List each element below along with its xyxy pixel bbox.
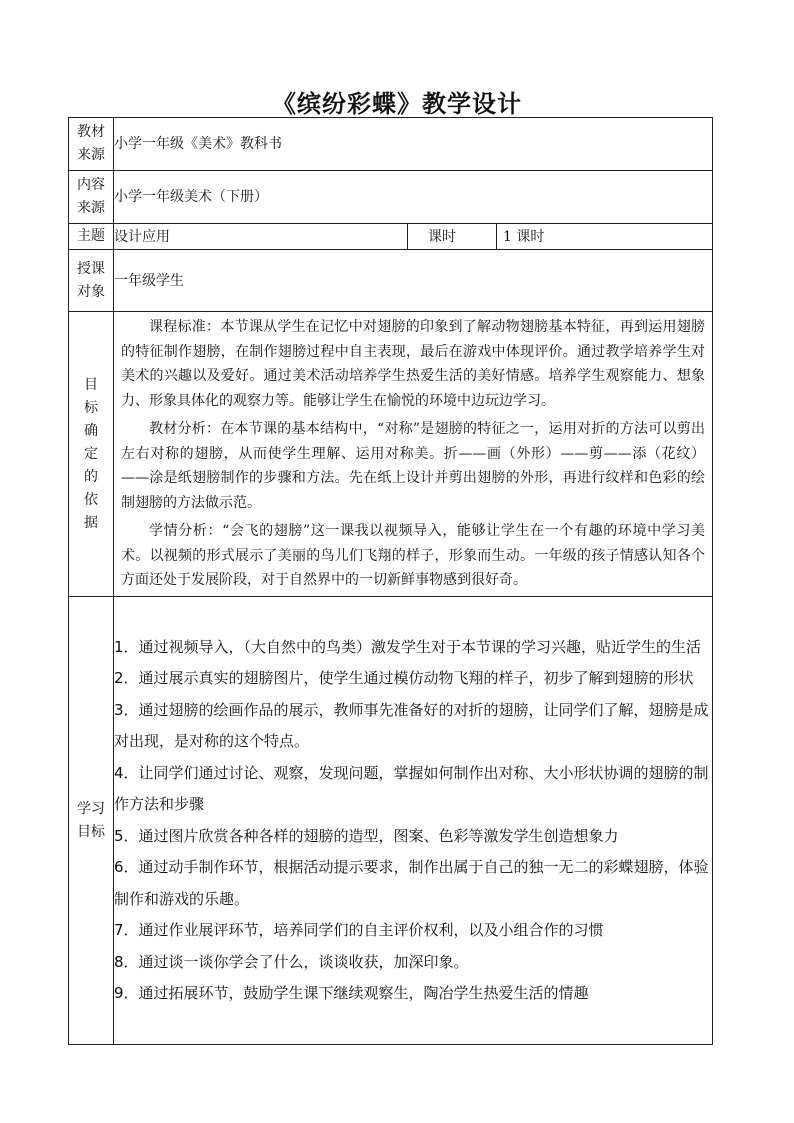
- row-material-source: [69, 118, 713, 171]
- label-cell: [69, 224, 114, 250]
- goal-item: 5．通过图片欣赏各种各样的翅膀的造型，图案、色彩等激发学生创造想象力: [114, 826, 619, 845]
- label-cell: [69, 312, 114, 597]
- goal-item: 6．通过动手制作环节，根据活动提示要求，制作出属于自己的独一无二的彩蝶翅膀，体验制作和游戏的乐趣。: [114, 858, 709, 908]
- goals-content: [114, 597, 713, 1045]
- label-cell: [69, 118, 114, 171]
- row-topic: [69, 224, 713, 250]
- basis-label: 目标确定的依据: [84, 376, 98, 531]
- content-source-value: 小学一年级美术（下册）: [114, 171, 713, 224]
- topic-label: 主题: [77, 228, 105, 244]
- goal-item: 7．通过作业展评环节，培养同学们的自主评价权利，以及小组合作的习惯: [114, 921, 604, 939]
- row-audience: [69, 250, 713, 312]
- label-cell: [69, 597, 114, 1045]
- goal-item: 2．通过展示真实的翅膀图片，使学生通过模仿动物飞翔的样子，初步了解到翅膀的形状: [114, 669, 694, 687]
- row-basis: [69, 312, 713, 597]
- basis-paragraph-students: 学情分析：“会飞的翅膀”这一课我以视频导入，能够让学生在一个有趣的环境中学习美术。以视频的形式展示了美丽的鸟儿们飞翔的样子，形象而生动。一年级的孩子情感认知各个方面还处于发展阶段，对于自然界中的一切新鲜事物感到很好奇。: [121, 523, 706, 589]
- document-title: 《缤纷彩蝶》教学设计: [272, 89, 522, 118]
- row-content-source: [69, 171, 713, 224]
- material-source-value: 小学一年级《美术》教科书: [114, 118, 713, 171]
- audience-label: 授课对象: [77, 260, 105, 300]
- basis-content: [114, 312, 713, 597]
- row-goals: [69, 597, 713, 1045]
- goals-label: 学习目标: [77, 800, 105, 840]
- hours-value: 1 课时: [497, 224, 713, 250]
- basis-paragraph-textbook: 教材分析：在本节课的基本结构中，“对称”是翅膀的特征之一，运用对折的方法可以剪出左右对称的翅膀，从而使学生理解、运用对称美。折——画（外形）——剪——添（花纹）——涂是纸翅膀制作的步骤和方法。先在纸上设计并剪出翅膀的外形，再进行纹样和色彩的绘制翅膀的方法做示范。: [121, 421, 706, 511]
- goal-item: 1．通过视频导入，（大自然中的鸟类）激发学生对于本节课的学习兴趣，贴近学生的生活: [114, 637, 702, 656]
- basis-paragraph-curriculum: 课程标准：本节课从学生在记忆中对翅膀的印象到了解动物翅膀基本特征，再到运用翅膀的特征制作翅膀，在制作翅膀过程中自主表现，最后在游戏中体现评价。通过教学培养学生对美术的兴趣以及爱好。通过美术活动培养学生热爱生活的美好情感。培养学生观察能力、想象力、形象具体化的观察力等。能够让学生在愉悦的环境中边玩边学习。: [121, 319, 706, 409]
- goal-item: 3．通过翅膀的绘画作品的展示，教师事先准备好的对折的翅膀，让同学们了解，翅膀是成对出现，是对称的这个特点。: [114, 700, 709, 750]
- goal-item: 9．通过拓展环节，鼓励学生课下继续观察生，陶冶学生热爱生活的情趣: [114, 984, 589, 1002]
- goal-item: 8．通过谈一谈你学会了什么，谈谈收获，加深印象。: [114, 952, 469, 971]
- topic-value: 设计应用: [114, 224, 408, 250]
- audience-value: 一年级学生: [114, 250, 713, 312]
- content-source-label: 内容来源: [77, 177, 105, 216]
- material-source-label: 教材来源: [77, 124, 105, 163]
- label-cell: [69, 250, 114, 312]
- goal-item: 4．让同学们通过讨论、观察，发现问题，掌握如何制作出对称、大小形状协调的翅膀的制作方法和步骤: [114, 763, 709, 813]
- hours-label: 课时: [408, 224, 497, 250]
- label-cell: [69, 171, 114, 224]
- lesson-plan-table: [68, 117, 713, 1045]
